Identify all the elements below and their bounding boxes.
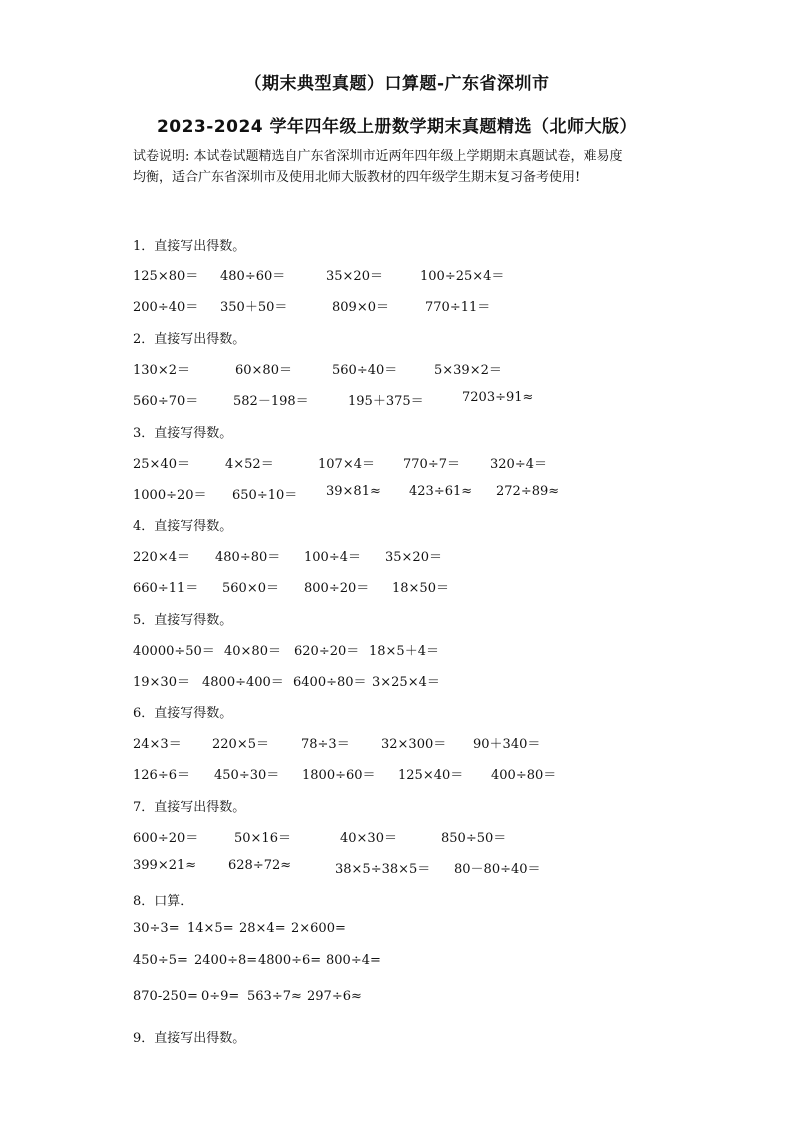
problem: 800÷4= [326, 953, 381, 968]
question-8-label: 8．口算． [133, 894, 194, 909]
problem: 480÷60＝ [220, 269, 286, 284]
problem: 1800÷60＝ [302, 768, 376, 783]
problem: 220×5＝ [212, 737, 269, 752]
problem: 30÷3= [133, 921, 180, 936]
problem: 2×600= [291, 921, 346, 936]
problem: 660÷11＝ [133, 581, 199, 596]
question-5-label: 5．直接写得数。 [133, 613, 233, 628]
problem: 560÷70＝ [133, 394, 199, 409]
problem: 809×0＝ [332, 300, 389, 315]
problem: 24×3＝ [133, 737, 182, 752]
title-line-2: 2023-2024 学年四年级上册数学期末真题精选（北师大版） [156, 117, 638, 137]
problem: 850÷50＝ [441, 831, 507, 846]
problem: 4800÷400＝ [202, 675, 284, 690]
problem: 600÷20＝ [133, 831, 199, 846]
title-line-1: （期末典型真题）口算题-广东省深圳市 [244, 74, 550, 94]
problem: 80－80÷40＝ [454, 862, 541, 877]
problem: 563÷7≈ [247, 989, 302, 1004]
problem: 870-250= [133, 989, 198, 1004]
intro-line-2: 均衡，适合广东省深圳市及使用北师大版教材的四年级学生期末复习备考使用! [133, 170, 581, 185]
problem: 350＋50＝ [220, 300, 288, 315]
problem: 297÷6≈ [307, 989, 362, 1004]
intro-line-1: 试卷说明: 本试卷试题精选自广东省深圳市近两年四年级上学期期末真题试卷，难易度 [133, 149, 623, 164]
problem: 28×4= [239, 921, 286, 936]
problem: 7203÷91≈ [462, 390, 534, 405]
problem: 4×52＝ [225, 457, 274, 472]
problem: 0÷9= [201, 989, 240, 1004]
problem: 78÷3＝ [301, 737, 350, 752]
question-9-label: 9．直接写出得数。 [133, 1031, 246, 1046]
problem: 2400÷8= [194, 953, 258, 968]
problem: 14×5= [187, 921, 234, 936]
question-2-label: 2．直接写出得数。 [133, 332, 246, 347]
problem: 560×0＝ [222, 581, 279, 596]
problem: 5×39×2＝ [434, 363, 502, 378]
problem: 6400÷80＝ [293, 675, 367, 690]
problem: 582－198＝ [233, 394, 309, 409]
problem: 18×50＝ [392, 581, 449, 596]
question-4-label: 4．直接写得数。 [133, 519, 233, 534]
problem: 39×81≈ [326, 484, 381, 499]
problem: 18×5＋4＝ [369, 644, 439, 659]
problem: 220×4＝ [133, 550, 190, 565]
problem: 126÷6＝ [133, 768, 190, 783]
problem: 32×300＝ [381, 737, 447, 752]
problem: 423÷61≈ [409, 484, 473, 499]
problem: 800÷20＝ [304, 581, 370, 596]
problem: 770÷7＝ [403, 457, 460, 472]
question-7-label: 7．直接写出得数。 [133, 800, 246, 815]
problem: 560÷40＝ [332, 363, 398, 378]
problem: 195＋375＝ [348, 394, 424, 409]
problem: 620÷20＝ [294, 644, 360, 659]
problem: 450÷30＝ [214, 768, 280, 783]
problem: 272÷89≈ [496, 484, 560, 499]
problem: 628÷72≈ [228, 858, 292, 873]
question-6-label: 6．直接写得数。 [133, 706, 233, 721]
problem: 770÷11＝ [425, 300, 491, 315]
problem: 40000÷50＝ [133, 644, 215, 659]
problem: 3×25×4＝ [372, 675, 440, 690]
problem: 50×16＝ [234, 831, 291, 846]
question-1-label: 1．直接写出得数。 [133, 239, 246, 254]
problem: 40×30＝ [340, 831, 397, 846]
problem: 4800÷6= [258, 953, 322, 968]
problem: 400÷80＝ [491, 768, 557, 783]
problem: 35×20＝ [326, 269, 383, 284]
problem: 450÷5= [133, 953, 188, 968]
problem: 100÷4＝ [304, 550, 361, 565]
problem: 90＋340＝ [473, 737, 541, 752]
problem: 480÷80＝ [215, 550, 281, 565]
problem: 35×20＝ [385, 550, 442, 565]
problem: 60×80＝ [235, 363, 292, 378]
problem: 200÷40＝ [133, 300, 199, 315]
problem: 100÷25×4＝ [420, 269, 505, 284]
problem: 130×2＝ [133, 363, 190, 378]
problem: 107×4＝ [318, 457, 375, 472]
problem: 399×21≈ [133, 858, 197, 873]
problem: 19×30＝ [133, 675, 190, 690]
problem: 40×80＝ [224, 644, 281, 659]
problem: 1000÷20＝ [133, 488, 207, 503]
problem: 125×80＝ [133, 269, 199, 284]
problem: 320÷4＝ [490, 457, 547, 472]
problem: 125×40＝ [398, 768, 464, 783]
problem: 650÷10＝ [232, 488, 298, 503]
problem: 38×5÷38×5＝ [335, 862, 431, 877]
question-3-label: 3．直接写得数。 [133, 426, 233, 441]
problem: 25×40＝ [133, 457, 190, 472]
